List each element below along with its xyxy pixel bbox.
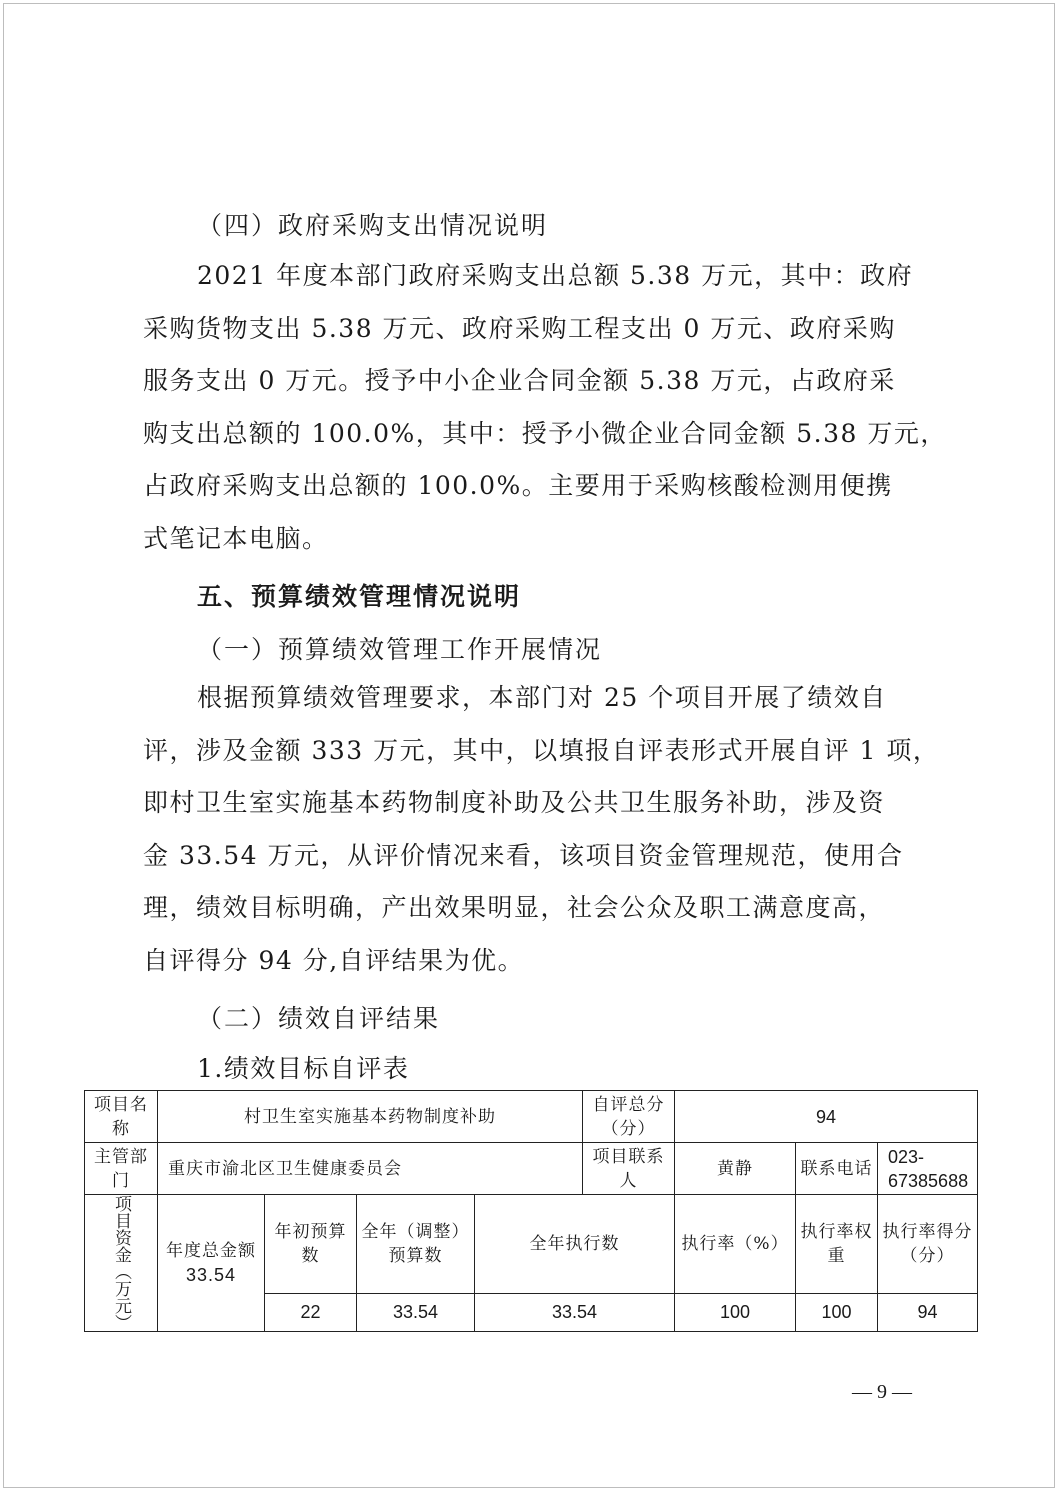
page-number: — 9 — xyxy=(852,1381,912,1403)
adjusted-budget-label: 全年（调整）预算数 xyxy=(357,1195,475,1294)
table-row xyxy=(85,1195,978,1294)
paragraph-line: 服务支出 0 万元。授予中小企业合同金额 5.38 万元，占政府采 xyxy=(143,366,896,395)
project-name-label: 项目名称 xyxy=(85,1091,158,1143)
self-score-value: 94 xyxy=(675,1091,978,1143)
section-5-heading: 五、预算绩效管理情况说明 xyxy=(197,582,522,611)
section-4-paragraph xyxy=(143,250,947,565)
section-4-heading: （四）政府采购支出情况说明 xyxy=(197,211,549,240)
table-row xyxy=(85,1091,978,1143)
funds-label-cell xyxy=(85,1195,158,1332)
table-title: 1.绩效目标自评表 xyxy=(197,1054,410,1083)
annual-total-label: 年度总金额 xyxy=(166,1241,256,1261)
self-score-label: 自评总分（分） xyxy=(583,1091,675,1143)
executed-value: 33.54 xyxy=(475,1293,675,1331)
exec-weight-label: 执行率权重 xyxy=(796,1195,878,1294)
funds-label: 项目资金（万元） xyxy=(111,1195,131,1331)
contact-value: 黄静 xyxy=(675,1143,796,1195)
project-name-value: 村卫生室实施基本药物制度补助 xyxy=(158,1091,583,1143)
section-5-1-paragraph xyxy=(143,672,940,987)
paragraph-line: 2021 年度本部门政府采购支出总额 5.38 万元，其中：政府 xyxy=(197,261,914,290)
paragraph-line: 评，涉及金额 333 万元，其中，以填报自评表形式开展自评 1 项， xyxy=(143,735,940,765)
paragraph-line: 金 33.54 万元，从评价情况来看，该项目资金管理规范，使用合 xyxy=(143,840,904,870)
exec-weight-value: 100 xyxy=(796,1293,878,1331)
annual-total-value: 33.54 xyxy=(185,1265,237,1285)
section-5-2-heading: （二）绩效自评结果 xyxy=(197,1004,441,1033)
paragraph-line: 即村卫生室实施基本药物制度补助及公共卫生服务补助，涉及资 xyxy=(143,788,886,817)
paragraph-line: 自评得分 94 分,自评结果为优。 xyxy=(143,945,525,975)
initial-budget-label: 年初预算数 xyxy=(265,1195,357,1294)
exec-score-value: 94 xyxy=(878,1293,978,1331)
paragraph-line: 式笔记本电脑。 xyxy=(143,523,329,553)
phone-value: 023-67385688 xyxy=(878,1143,978,1195)
dept-label: 主管部门 xyxy=(85,1143,158,1195)
paragraph-line: 理，绩效目标明确，产出效果明显，社会公众及职工满意度高， xyxy=(143,893,886,922)
paragraph-line: 根据预算绩效管理要求，本部门对 25 个项目开展了绩效自 xyxy=(197,683,887,712)
initial-budget-value: 22 xyxy=(265,1293,357,1331)
table-row xyxy=(85,1143,978,1195)
performance-evaluation-table xyxy=(84,1090,978,1332)
dept-value: 重庆市渝北区卫生健康委员会 xyxy=(158,1143,583,1195)
annual-total-cell xyxy=(158,1195,265,1332)
exec-rate-value: 100 xyxy=(675,1293,796,1331)
adjusted-budget-value: 33.54 xyxy=(357,1293,475,1331)
paragraph-line: 购支出总额的 100.0%，其中：授予小微企业合同金额 5.38 万元， xyxy=(143,418,947,448)
executed-label: 全年执行数 xyxy=(475,1195,675,1294)
paragraph-line: 占政府采购支出总额的 100.0%。主要用于采购核酸检测用便携 xyxy=(143,471,893,500)
section-5-1-heading: （一）预算绩效管理工作开展情况 xyxy=(197,635,603,664)
exec-score-label: 执行率得分（分） xyxy=(878,1195,978,1294)
exec-rate-label: 执行率（%） xyxy=(675,1195,796,1294)
paragraph-line: 采购货物支出 5.38 万元、政府采购工程支出 0 万元、政府采购 xyxy=(143,313,896,343)
contact-label: 项目联系人 xyxy=(583,1143,675,1195)
phone-label: 联系电话 xyxy=(796,1143,878,1195)
